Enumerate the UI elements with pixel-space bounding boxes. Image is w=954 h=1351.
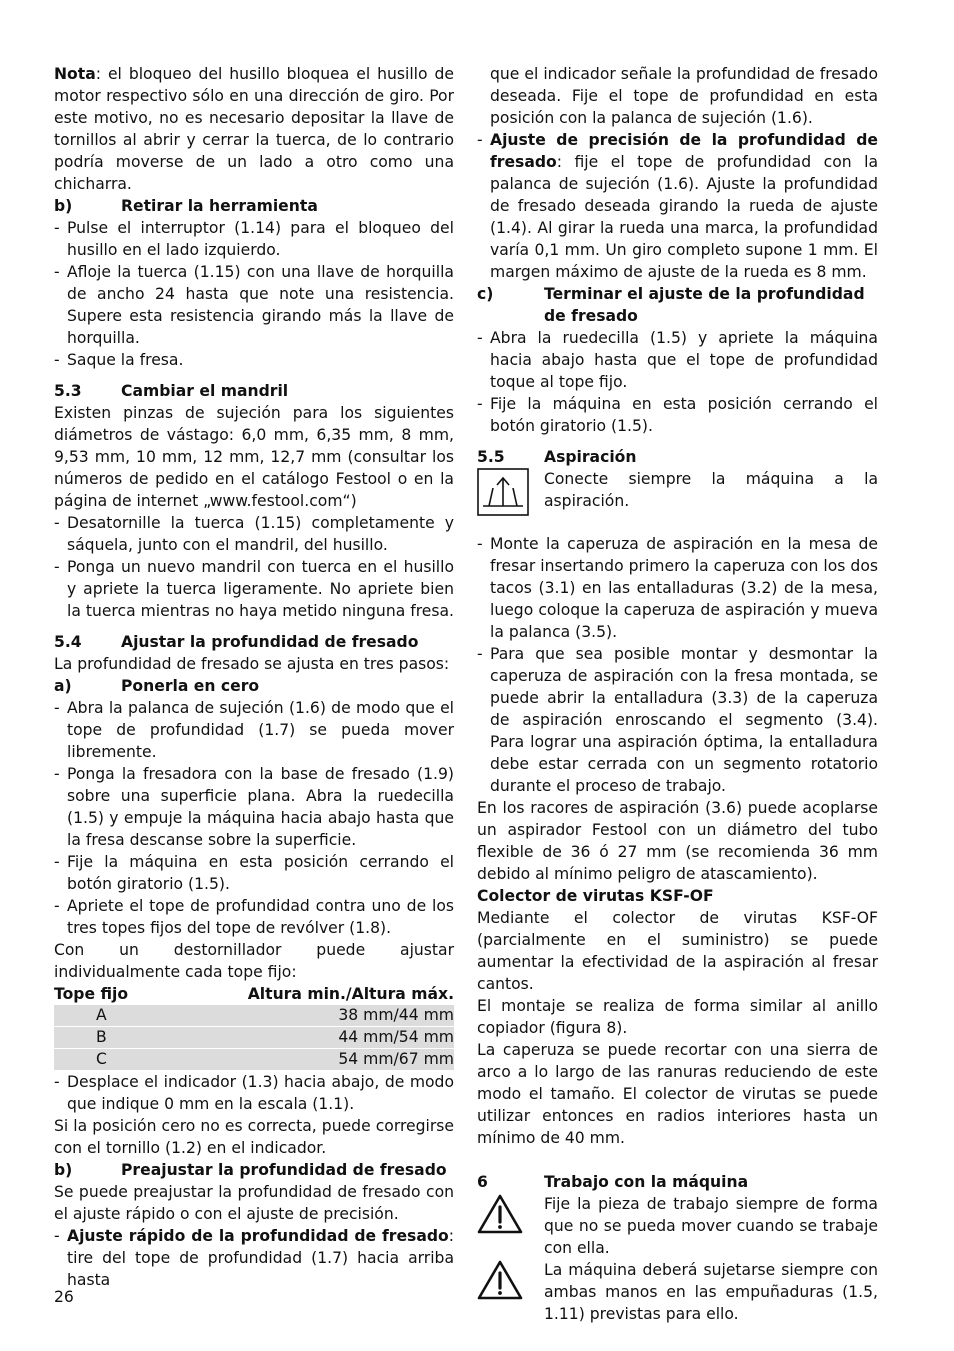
list-item: - Fije la máquina en esta posición cerrando el botón giratorio (1.5). (54, 853, 454, 893)
paragraph: La caperuza se puede recortar con una sierra de arco a lo largo de las ranuras reduciendo de este modo el tamaño. El colector de virutas se puede utilizar entonces en radios interiores hasta un mínimo de 40 mm. (477, 1041, 878, 1147)
list-item: - Para que sea posible montar y desmontar la caperuza de aspiración con la fresa montada, se puede abrir la entalladura (3.3) de la caperuza de aspiración enroscando el segmento (3.4). Para lograr una aspiración óptima, la entalladura debe estar cerrada con un segmento rotatorio durante el proceso de trabajo. (477, 645, 878, 795)
list-item: - Saque la fresa. (54, 351, 184, 369)
warning-note (477, 1259, 878, 1325)
warning-text: La máquina deberá sujetarse siempre con ambas manos en las empuñaduras (1.5, 1.11) previstas para ello. (544, 1261, 878, 1323)
list-item: - Abra la palanca de sujeción (1.6) de modo que el tope de profundidad (1.7) se pueda mover libremente. (54, 699, 454, 761)
heading-5-4 (54, 631, 454, 653)
paragraph: La profundidad de fresado se ajusta en tres pasos: (54, 655, 450, 673)
note-text: : el bloqueo del husillo bloquea el husillo de motor respectivo sólo en una dirección de giro. Por este motivo, no es necesario depositar la llave de tornillos al abrir y cerrar la tuerca, de lo contrario podría moverse de un lado a otro como una chicharra. (54, 65, 454, 193)
list-item: - Desatornille la tuerca (1.15) completamente y sáquela, junto con el mandril, del husillo. (54, 514, 454, 554)
heading-title: Retirar la herramienta (121, 197, 318, 215)
dust-extraction-icon (477, 468, 529, 516)
warning-text: Fije la pieza de trabajo siempre de forma que no se pueda mover cuando se trabaje con ella. (544, 1195, 878, 1257)
heading-b (54, 195, 454, 217)
table-row (54, 1005, 454, 1026)
table-cell: 54 mm/67 mm (338, 1050, 454, 1068)
list-item: - Ponga un nuevo mandril con tuerca en el husillo y apriete la tuerca ligeramente. No apriete bien la tuerca mientras no haya metido ninguna fresa. (54, 558, 455, 620)
heading-5-5 (477, 446, 878, 468)
list-item-continued: que el indicador señale la profundidad de fresado deseada. Fije el tope de profundidad en esta posición con la palanca de sujeción (1.6). (490, 65, 878, 127)
paragraph: Existen pinzas de sujeción para los siguientes diámetros de vástago: 6,0 mm, 6,35 mm, 8 mm, 9,53 mm, 10 mm, 12 mm, 12,7 mm (consultar los números de pedido en el catálogo Festool o en la página de internet „www.festool.com“) (54, 404, 454, 510)
table-cell: C (96, 1050, 107, 1068)
warning-icon (477, 1259, 523, 1301)
heading-number: a) (54, 677, 72, 695)
list-item: - Ajuste de precisión de la profundidad de fresado: fije el tope de profundidad con la palanca de sujeción (1.6). Ajuste la profundidad de fresado deseada girando la rueda de ajuste (1.4). Al girar la rueda una marca, la profundidad varía 0,1 mm. Un giro completo supone 1 mm. El margen máximo de ajuste de la rueda es 8 mm. (477, 131, 878, 281)
list-item: - Afloje la tuerca (1.15) con una llave de horquilla de ancho 24 hasta que note una resistencia. Supere esta resistencia girando más la llave de horquilla. (54, 263, 454, 347)
heading-title: Preajustar la profundidad de fresado (121, 1161, 447, 1179)
heading-5-3 (54, 380, 454, 402)
note-paragraph (54, 63, 454, 195)
list-item: - Apriete el tope de profundidad contra uno de los tres topes fijos del tope de revólver (1.8). (54, 897, 454, 937)
paragraph: Mediante el colector de virutas KSF-OF (parcialmente en el suministro) se puede aumentar la efectividad de la aspiración al fresar cantos. (477, 909, 878, 993)
table-cell: 38 mm/44 mm (338, 1006, 454, 1024)
warning-icon (477, 1193, 523, 1235)
page-number: 26 (54, 1288, 74, 1306)
list-item: - Abra la ruedecilla (1.5) y apriete la máquina hacia abajo hasta que el tope de profundidad toque al tope fijo. (477, 329, 878, 391)
paragraph: Si la posición cero no es correcta, puede corregirse con el tornillo (1.2) en el indicador. (54, 1117, 454, 1157)
list-item: - Monte la caperuza de aspiración en la mesa de fresar insertando primero la caperuza con los dos tacos (3.1) en las entalladuras (3.2) de la mesa, luego coloque la caperuza de aspiración y mueva la palanca (3.5). (477, 535, 878, 641)
list-item: - Desplace el indicador (1.3) hacia abajo, de modo que indique 0 mm en la escala (1.1). (54, 1073, 454, 1113)
aspiration-note (477, 468, 878, 522)
heading-title: Trabajo con la máquina (544, 1173, 749, 1191)
table-header (54, 983, 454, 1005)
table-cell: A (96, 1006, 107, 1024)
heading-c (477, 283, 878, 327)
heading-title: Ajustar la profundidad de fresado (121, 633, 419, 651)
table-cell: 44 mm/54 mm (338, 1028, 454, 1046)
list-item: - Ponga la fresadora con la base de fresado (1.9) sobre una superficie plana. Abra la ruedecilla (1.5) y empuje la máquina hacia abajo hasta que la fresa descanse sobre la superficie. (54, 765, 454, 849)
left-column (54, 63, 454, 1291)
heading-number: c) (477, 285, 494, 303)
paragraph: El montaje se realiza de forma similar al anillo copiador (figura 8). (477, 997, 878, 1037)
paragraph: Se puede preajustar la profundidad de fresado con el ajuste rápido o con el ajuste de precisión. (54, 1183, 454, 1223)
heading-number: 5.3 (54, 382, 82, 400)
note-label: Nota (54, 65, 96, 83)
table-header-cell: Altura min./Altura máx. (247, 985, 454, 1003)
heading-number: 6 (477, 1173, 488, 1191)
heading-a (54, 675, 454, 697)
heading-title: Cambiar el mandril (121, 382, 289, 400)
heading-6 (477, 1171, 878, 1193)
heading-title: Terminar el ajuste de la profundidad de fresado (544, 285, 865, 325)
heading-b2 (54, 1159, 454, 1181)
table-cell: B (96, 1028, 107, 1046)
table-row (54, 1049, 454, 1070)
aspiration-note-text: Conecte siempre la máquina a la aspiración. (544, 470, 878, 510)
heading-number: b) (54, 197, 73, 215)
paragraph: En los racores de aspiración (3.6) puede acoplarse un aspirador Festool con un diámetro del tubo flexible de 36 ó 27 mm (se recomienda 36 mm debido al mínimo peligro de atascamiento). (477, 799, 878, 883)
heading-title: Aspiración (544, 448, 637, 466)
table-row (54, 1027, 454, 1048)
warning-note (477, 1193, 878, 1259)
right-column (477, 63, 878, 1325)
subheading-ksf: Colector de virutas KSF-OF (477, 887, 714, 905)
list-item: - Fije la máquina en esta posición cerrando el botón giratorio (1.5). (477, 395, 878, 435)
table-header-cell: Tope fijo (54, 985, 129, 1003)
heading-number: 5.4 (54, 633, 82, 651)
list-item: - Ajuste rápido de la profundidad de fresado: tire del tope de profundidad (1.7) hacia arriba hasta (54, 1227, 454, 1289)
heading-number: 5.5 (477, 448, 505, 466)
heading-number: b) (54, 1161, 73, 1179)
heading-title: Ponerla en cero (121, 677, 260, 695)
paragraph: Con un destornillador puede ajustar individualmente cada tope fijo: (54, 941, 454, 981)
list-item: - Pulse el interruptor (1.14) para el bloqueo del husillo en el lado izquierdo. (54, 219, 454, 259)
